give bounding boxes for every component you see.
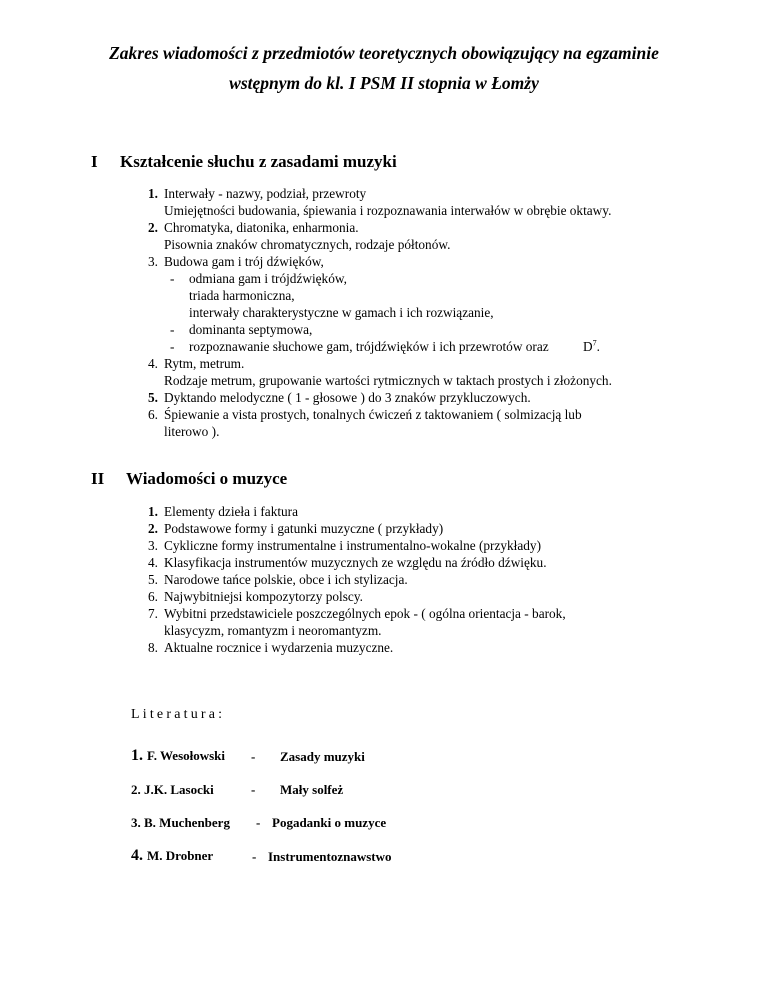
literature-entry-number: 4. <box>131 847 143 864</box>
list-item-text: Rytm, metrum. <box>164 356 245 371</box>
section-1-title: Kształcenie słuchu z zasadami muzyki <box>120 152 397 171</box>
literature-entry-author: B. Muchenberg <box>144 815 230 830</box>
list-item-text: Cykliczne formy instrumentalne i instrumentalno-wokalne (przykłady) <box>164 538 542 553</box>
list-item-text: Interwały - nazwy, podział, przewroty <box>164 186 367 201</box>
list-item-number: 1. <box>148 186 158 201</box>
sub-item-text: interwały charakterystyczne w gamach i ich rozwiązanie, <box>189 305 494 320</box>
section-1-number: I <box>91 152 98 171</box>
literature-entry <box>131 782 214 798</box>
document-title-line2: wstępnym do kl. I PSM II stopnia w Łomży <box>229 73 539 93</box>
list-item-text: klasycyzm, romantyzm i neoromantyzm. <box>164 623 382 638</box>
sub-item-dash: - <box>170 322 175 337</box>
list-item-number: 3. <box>148 254 158 269</box>
list-item-text: Narodowe tańce polskie, obce i ich stylizacja. <box>164 572 408 587</box>
sub-item-text: dominanta septymowa, <box>189 322 313 337</box>
literature-entry-title: Mały solfeż <box>280 782 344 797</box>
literature-entry-title: Pogadanki o muzyce <box>272 815 387 830</box>
list-item-number: 2. <box>148 220 158 235</box>
list-item-text: Pisownia znaków chromatycznych, rodzaje półtonów. <box>164 237 451 252</box>
literature-entry-author: F. Wesołowski <box>147 748 226 763</box>
sub-item-text: rozpoznawanie słuchowe gam, trójdźwięków i ich przewrotów oraz <box>189 339 549 354</box>
list-item-number: 4. <box>148 555 158 570</box>
list-item-text: Śpiewanie a vista prostych, tonalnych ćwiczeń z taktowaniem ( solmizacją lub <box>164 407 582 422</box>
list-item-number: 5. <box>148 572 158 587</box>
literature-entry-title: Instrumentoznawstwo <box>268 849 392 864</box>
list-item-text: Dyktando melodyczne ( 1 - głosowe ) do 3 znaków przykluczowych. <box>164 390 531 405</box>
list-item-text: Elementy dzieła i faktura <box>164 504 299 519</box>
list-item-number: 8. <box>148 640 158 655</box>
list-item-text: Podstawowe formy i gatunki muzyczne ( przykłady) <box>164 521 444 536</box>
list-item-number: 7. <box>148 606 158 621</box>
literature-label: Literatura: <box>131 707 226 722</box>
list-item-text: Umiejętności budowania, śpiewania i rozpoznawania interwałów w obrębie oktawy. <box>164 203 612 218</box>
document-title-line1: Zakres wiadomości z przedmiotów teoretycznych obowiązujący na egzaminie <box>109 43 659 63</box>
literature-entry <box>131 747 225 765</box>
list-item-number: 6. <box>148 589 158 604</box>
literature-entry-dash: - <box>252 849 257 864</box>
list-item-text: Budowa gam i trój dźwięków, <box>164 254 324 269</box>
list-item-number: 2. <box>148 521 158 536</box>
literature-entry-number: 2. <box>131 782 141 797</box>
list-item-text: literowo ). <box>164 424 220 439</box>
section-2-number: II <box>91 469 105 488</box>
list-item-text: Klasyfikacja instrumentów muzycznych ze względu na źródło dźwięku. <box>164 555 547 570</box>
literature-entry-dash: - <box>251 782 256 797</box>
sub-item-text: odmiana gam i trójdźwięków, <box>189 271 347 286</box>
sub-item-dash: - <box>170 339 175 354</box>
literature-entry-author: J.K. Lasocki <box>144 782 214 797</box>
sub-item-dash: - <box>170 271 175 286</box>
list-item-text: Chromatyka, diatonika, enharmonia. <box>164 220 359 235</box>
list-item-number: 3. <box>148 538 158 553</box>
chord-symbol: $D^7$. <box>583 338 600 354</box>
list-item-number: 4. <box>148 356 158 371</box>
list-item-text: Rodzaje metrum, grupowanie wartości rytmicznych w taktach prostych i złożonych. <box>164 373 612 388</box>
section-2-title: Wiadomości o muzyce <box>126 469 288 488</box>
literature-entry-dash: - <box>256 815 261 830</box>
list-item-text: Wybitni przedstawiciele poszczególnych epok - ( ogólna orientacja - barok, <box>164 606 566 621</box>
list-item-number: 6. <box>148 407 158 422</box>
list-item-text: Najwybitniejsi kompozytorzy polscy. <box>164 589 363 604</box>
list-item-text: Aktualne rocznice i wydarzenia muzyczne. <box>164 640 394 655</box>
literature-entry-author: M. Drobner <box>147 848 214 863</box>
sub-item-text: triada harmoniczna, <box>189 288 295 303</box>
literature-entry <box>131 815 230 831</box>
literature-entry-title: Zasady muzyki <box>280 749 365 764</box>
literature-entry <box>131 847 213 865</box>
literature-entry-number: 3. <box>131 815 141 830</box>
literature-entry-dash: - <box>251 749 256 764</box>
list-item-number: 1. <box>148 504 158 519</box>
list-item-number: 5. <box>148 390 158 405</box>
literature-entry-number: 1. <box>131 747 143 764</box>
